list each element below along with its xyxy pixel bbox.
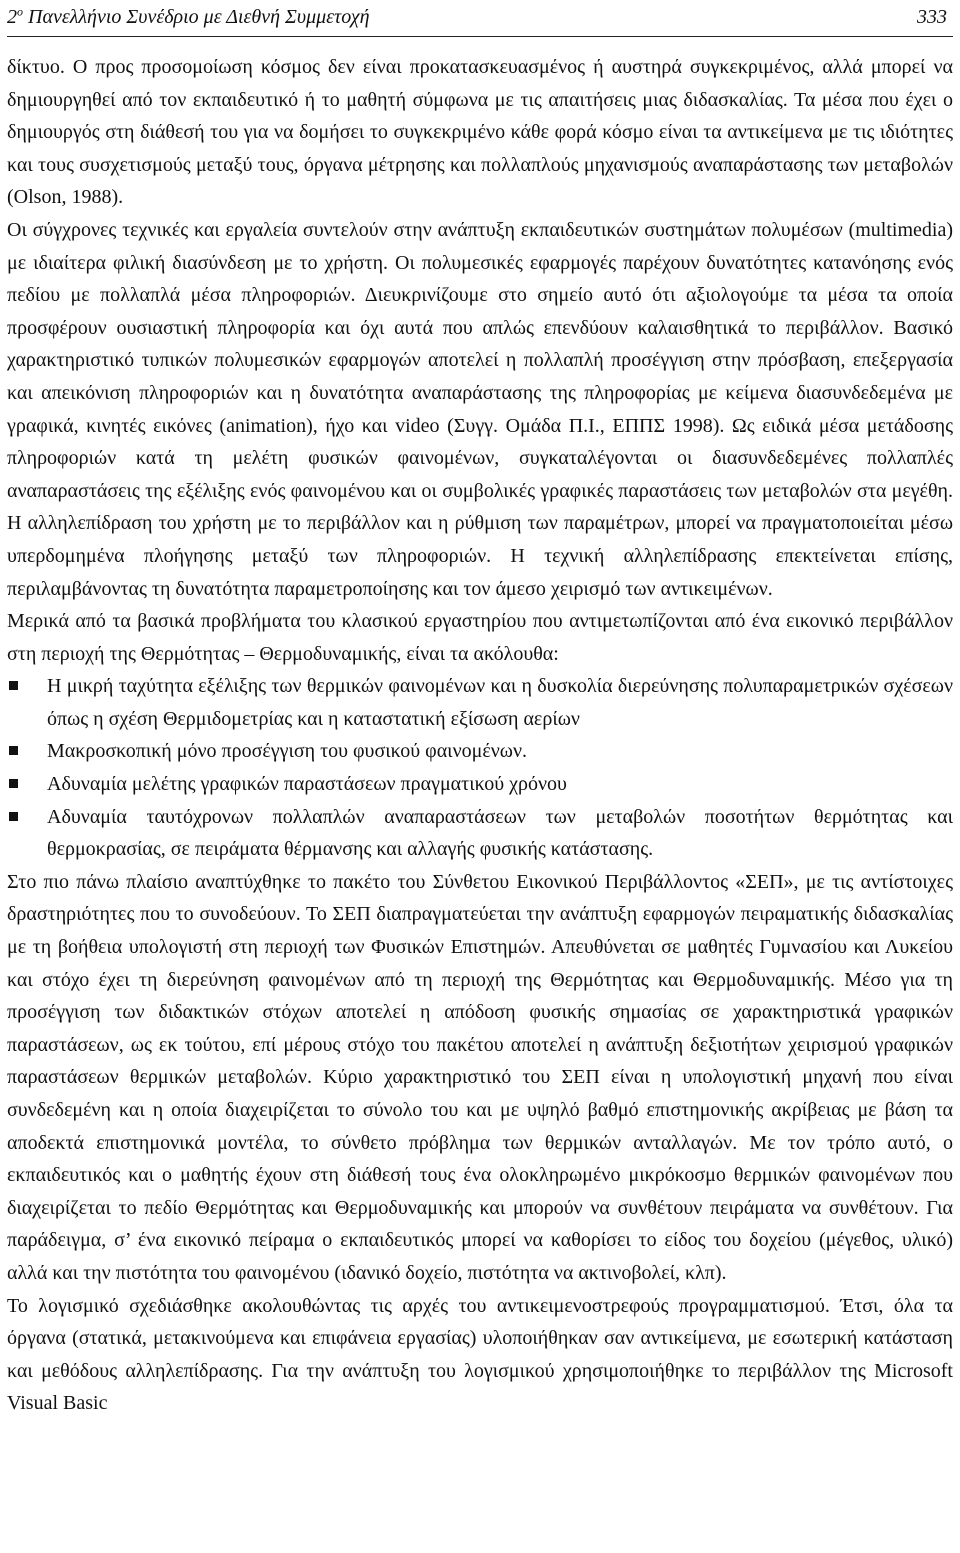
conference-ordinal: ο xyxy=(17,4,23,19)
conference-title xyxy=(7,6,370,28)
running-header xyxy=(7,0,953,37)
list-item-text: Αδυναμία ταυτόχρονων πολλαπλών αναπαραστάσεων των μεταβολών ποσοτήτων θερμότητας και θερμοκρασίας, σε πειράματα θέρμανσης και αλλαγής φυσικής κατάστασης. xyxy=(47,805,953,861)
square-bullet-icon xyxy=(9,681,18,690)
square-bullet-icon xyxy=(9,746,18,755)
list-item xyxy=(7,735,953,768)
conference-name: Πανελλήνιο Συνέδριο με Διεθνή Συμμετοχή xyxy=(23,6,370,28)
list-item xyxy=(7,801,953,866)
paragraph: Μερικά από τα βασικά προβλήματα του κλασικού εργαστηρίου που αντιμετωπίζονται από ένα εικονικό περιβάλλον στη περιοχή της Θερμότητας – Θερμοδυναμικής, είναι τα ακόλουθα: xyxy=(7,610,953,665)
list-item xyxy=(7,768,953,801)
list-item-text: Η μικρή ταχύτητα εξέλιξης των θερμικών φαινομένων και η δυσκολία διερεύνησης πολυπαραμετρικών σχέσεων όπως η σχέση Θερμιδομετρίας και η καταστατική εξίσωση αερίων xyxy=(47,675,953,730)
list-item xyxy=(7,670,953,735)
conference-number: 2 xyxy=(7,6,17,28)
problem-list xyxy=(7,670,953,866)
body-text xyxy=(7,51,953,1420)
paragraph: Στο πιο πάνω πλαίσιο αναπτύχθηκε το πακέτο του Σύνθετου Εικονικού Περιβάλλοντος «ΣΕΠ», με τις αντίστοιχες δραστηριότητες που το συνοδεύουν. Το ΣΕΠ διαπραγματεύεται την ανάπτυξη εφαρμογών πειραματικής διδασκαλίας με τη βοήθεια υπολογιστή στη περιοχή των Φυσικών Επιστημών. Απευθύνεται σε μαθητές Γυμνασίου και Λυκείου και στόχο έχει τη διερεύνηση φαινομένων από τη περιοχή της Θερμότητας και Θερμοδυναμικής. Μέσο για τη προσέγγιση των διδακτικών στόχων αποτελεί η απόδοση φυσικής σημασίας σε χαρακτηριστικά γραφικών παραστάσεων, ως εκ τούτου, επί μέρους στόχο του πακέτου αποτελεί η ανάπτυξη δεξιοτήτων χειρισμού γραφικών παραστάσεων θερμικών μεταβολών. Κύριο χαρακτηριστικό του ΣΕΠ είναι η υπολογιστική μηχανή που είναι συνδεδεμένη και η οποία διαχειρίζεται το σύνολο του και με υψηλό βαθμό επιστημονικής ακρίβειας με βάση τα αποδεκτά επιστημονικά μοντέλα, το σύνθετο πρόβλημα των θερμικών ανταλλαγών. Με τον τρόπο αυτό, ο εκπαιδευτικός και ο μαθητής έχουν στη διάθεσή τους ένα ολοκληρωμένο μικρόκοσμο θερμικών φαινομένων που διαχειρίζεται το πεδίο Θερμότητας και Θερμοδυναμικής και μπορούν να συνθέτουν πειράματα να συνθέτουν. Για παράδειγμα, σ’ ένα εικονικό πείραμα ο εκπαιδευτικός μπορεί να καθορίσει το είδος του δοχείου (μέγεθος, υλικό) αλλά και την πιστότητα του φαινομένου (ιδανικό δοχείο, πιστότητα να ακτινοβολεί, κλπ). xyxy=(7,870,953,1284)
page-number: 333 xyxy=(917,6,947,28)
paragraph: δίκτυο. Ο προς προσομοίωση κόσμος δεν είναι προκατασκευασμένος ή αυστηρά συγκεκριμένος, αλλά μπορεί να δημιουργηθεί από τον εκπαιδευτικό ή το μαθητή σύμφωνα με τις απαιτήσεις μιας διδασκαλίας. Τα μέσα που έχει ο δημιουργός στη διάθεσή του για να δομήσει το συγκεκριμένο κάθε φορά κόσμο είναι τα αντικείμενα με τις ιδιότητες και τους συσχετισμούς μεταξύ τους, όργανα μέτρησης και πολλαπλούς μηχανισμούς αναπαράστασης των μεταβολών (Olson, 1988). xyxy=(7,56,953,209)
paragraph: Το λογισμικό σχεδιάσθηκε ακολουθώντας τις αρχές του αντικειμενοστρεφούς προγραμματισμού. Έτσι, όλα τα όργανα (στατικά, μετακινούμενα και επιφάνεια εργασίας) υλοποιήθηκαν σαν αντικείμενα, με εσωτερική κατάσταση και μεθόδους αλληλεπίδρασης. Για την ανάπτυξη του λογισμικού χρησιμοποιήθηκε το περιβάλλον της Microsoft Visual Basic xyxy=(7,1294,953,1415)
square-bullet-icon xyxy=(9,779,18,788)
list-item-text: Μακροσκοπική μόνο προσέγγιση του φυσικού φαινομένων. xyxy=(47,740,527,763)
square-bullet-icon xyxy=(9,812,18,821)
paragraph: Οι σύγχρονες τεχνικές και εργαλεία συντελούν στην ανάπτυξη εκπαιδευτικών συστημάτων πολυμέσων (multimedia) με ιδιαίτερα φιλική διασύνδεση με το χρήστη. Οι πολυμεσικές εφαρμογές παρέχουν δυνατότητες κατανόησης ενός πεδίου με πολλαπλά μέσα πληροφοριών. Διευκρινίζουμε στο σημείο αυτό ότι αξιολογούμε τα μέσα τα οποία προσφέρουν ουσιαστική πληροφορία και όχι αυτά που απλώς επενδύουν καλαισθητικά το περιβάλλον. Βασικό χαρακτηριστικό τυπικών πολυμεσικών εφαρμογών αποτελεί η πολλαπλή προσέγγιση στην πρόσβαση, επεξεργασία και απεικόνιση πληροφοριών και η δυνατότητα αναπαράστασης της πληροφορίας με κείμενα διασυνδεδεμένα με γραφικά, κινητές εικόνες (animation), ήχο και video (Συγγ. Ομάδα Π.Ι., ΕΠΠΣ 1998). Ως ειδικά μέσα μετάδοσης πληροφοριών κατά τη μελέτη φυσικών φαινομένων, συγκαταλέγονται οι διασυνδεδεμένες πολλαπλές αναπαραστάσεις της εξέλιξης ενός φαινομένου και οι συμβολικές γραφικές παραστάσεις των μεταβολών στα μεγέθη. Η αλληλεπίδραση του χρήστη με το περιβάλλον και η ρύθμιση των παραμέτρων, μπορεί να πραγματοποιείται μέσω υπερδομημένα πλοήγησης μεταξύ των πληροφοριών. Η τεχνική αλληλεπίδρασης επεκτείνεται επίσης, περιλαμβάνοντας τη δυνατότητα παραμετροποίησης και τον άμεσο χειρισμό των αντικειμένων. xyxy=(7,218,953,600)
list-item-text: Αδυναμία μελέτης γραφικών παραστάσεων πραγματικού χρόνου xyxy=(47,773,567,796)
